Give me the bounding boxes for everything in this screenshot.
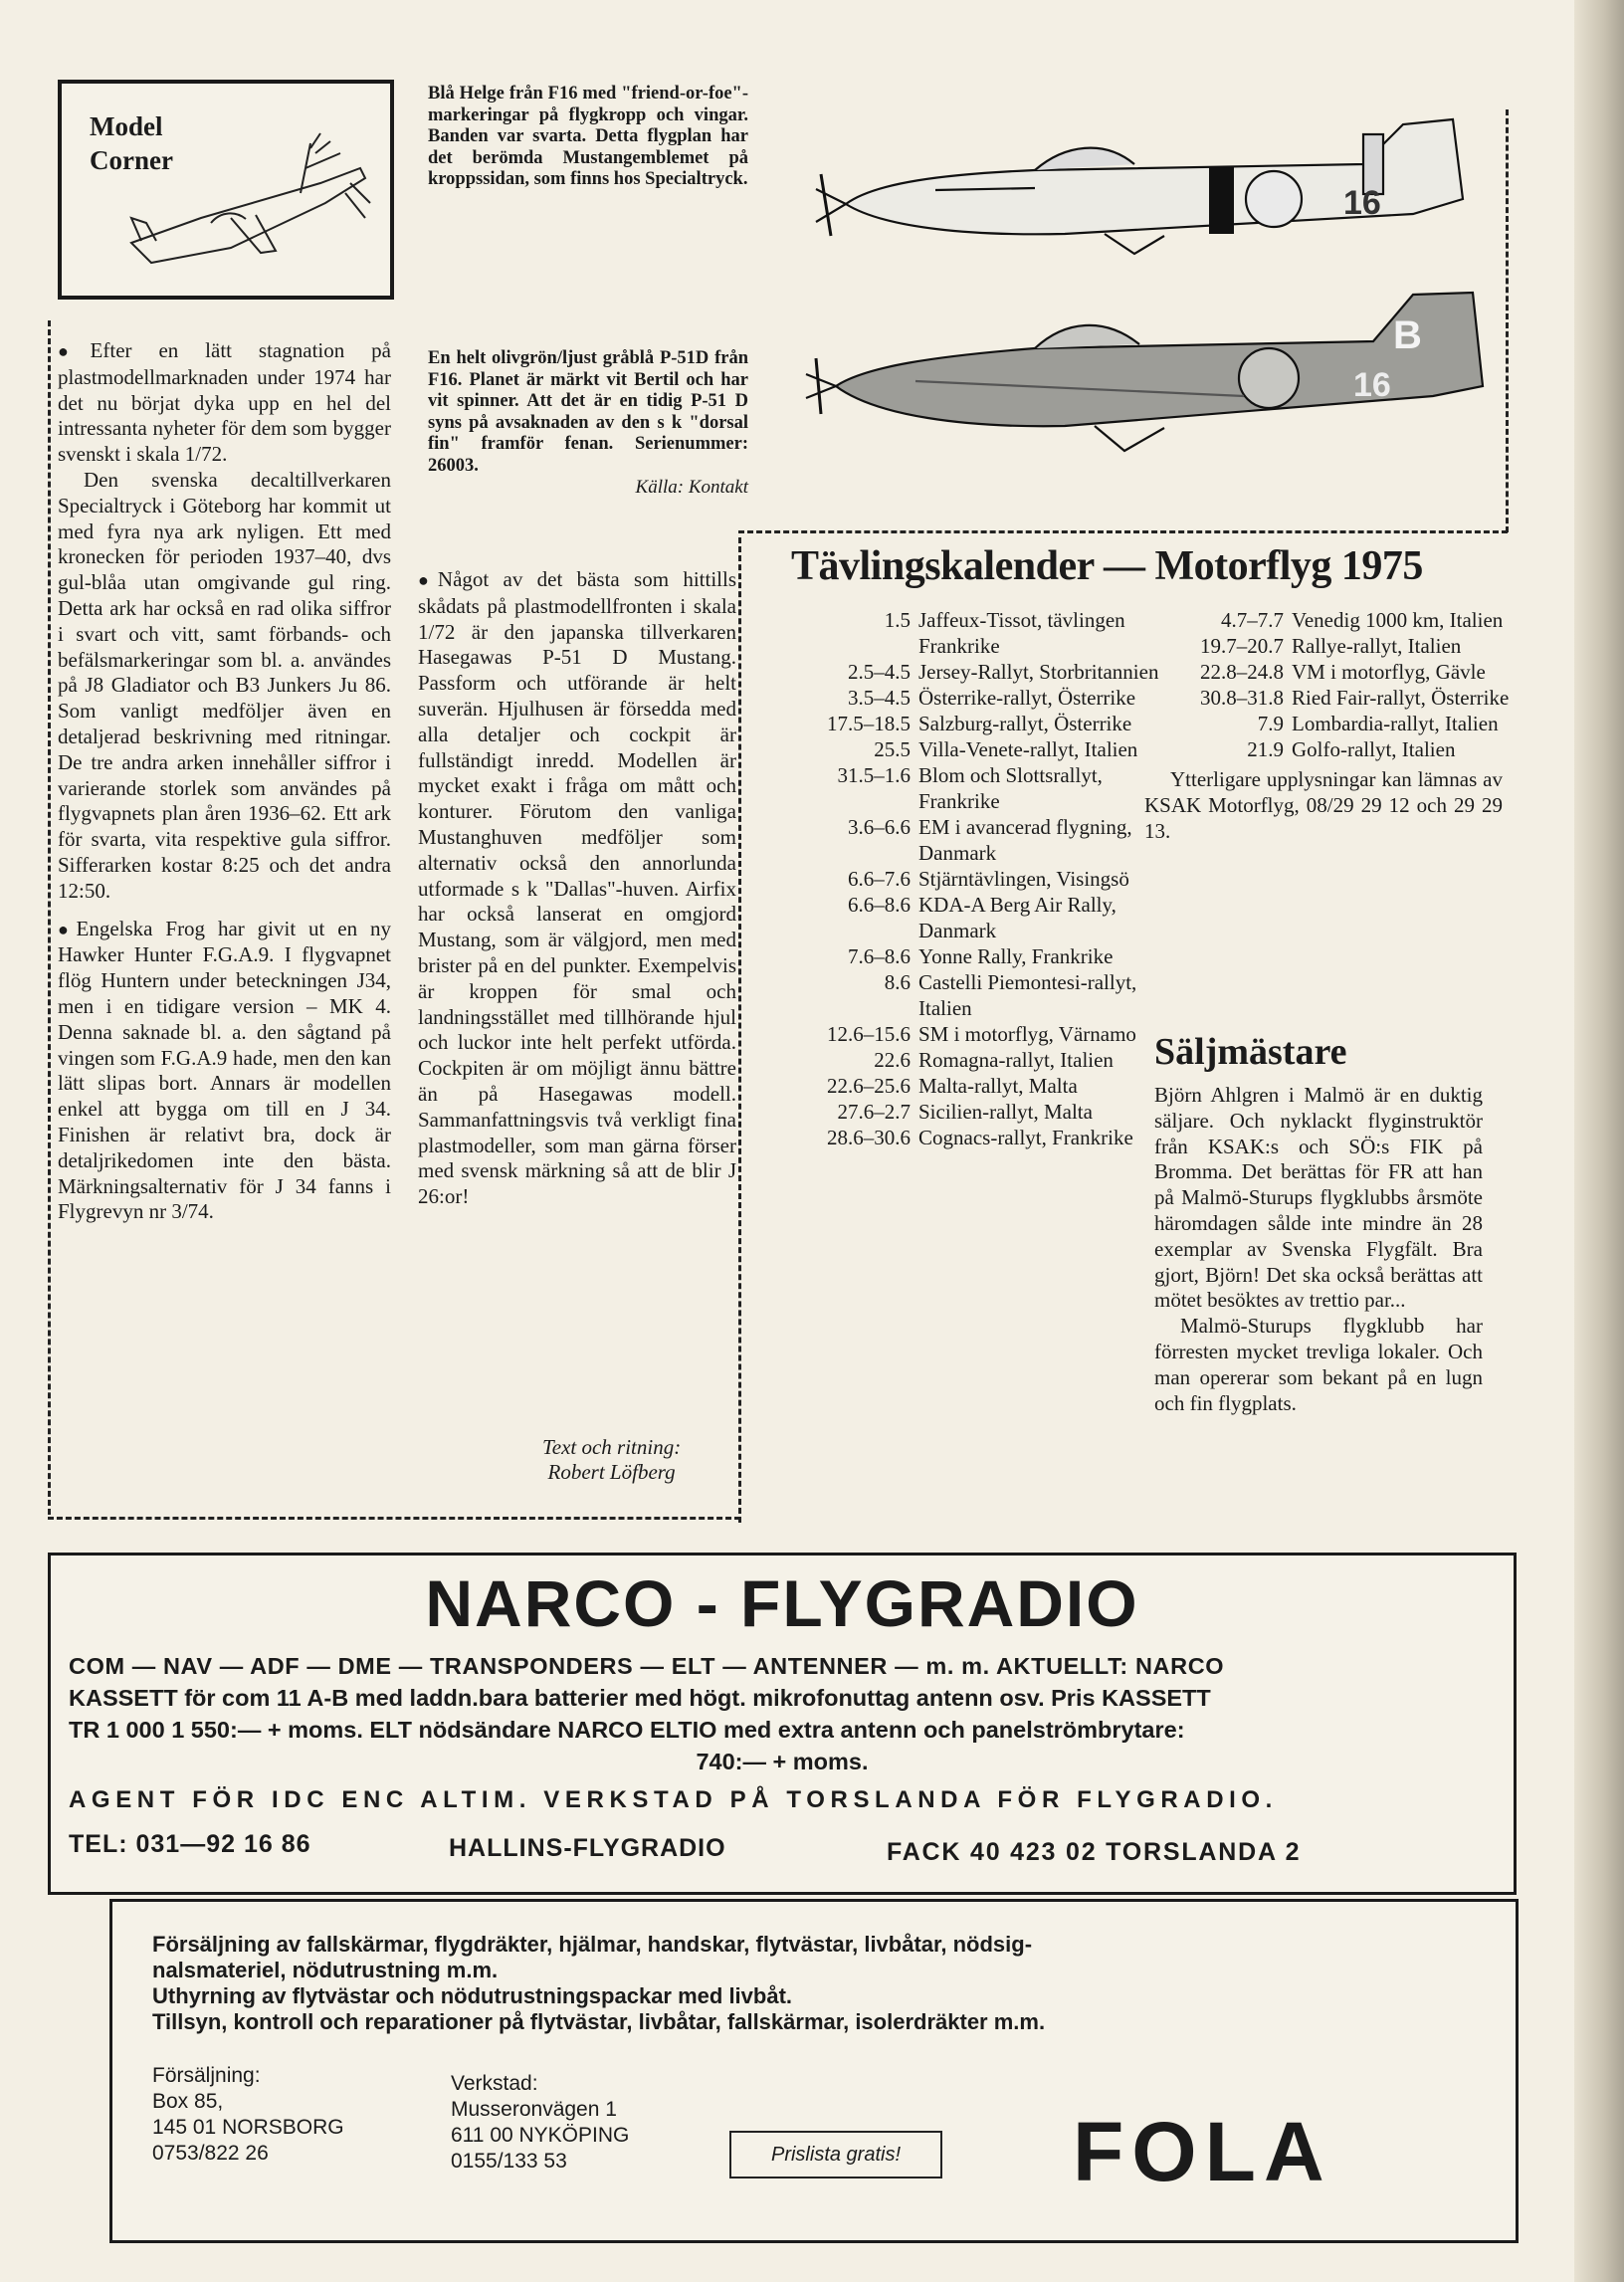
caption-mid: En helt olivgrön/ljust gråblå P-51D från F16. Planet är märkt vit Bertil och har vit spinner. Att det är en tidig P-51 D syns på avsaknaden av den s k "dorsal fin" framför fenan. Serienummer: 26003. Källa: Kontakt <box>428 348 748 498</box>
border-middle-column <box>738 537 741 1523</box>
calendar-entry: 31.5–1.6 Blom och Slottsrallyt, Frankrike <box>837 763 1103 813</box>
calendar-left-list <box>776 607 1174 1150</box>
calendar-entry: 3.5–4.5 Österrike-rallyt, Österrike <box>848 686 1136 710</box>
calendar-entry: 6.6–7.6 Stjärntävlingen, Visingsö <box>848 867 1129 891</box>
left-paragraph-2: Den svenska decaltillverkaren Specialtryck i Göteborg har kommit ut med fyra nya ark nyligen. Ett med kronecken för perioden 1937–40, dvs gul-blåa utan omgivande gul ring. Detta ark har också en rad olika siffror i svart och vitt, samt förbands- och befälsmarkeringar som bl. a. användes på J8 Gladiator och B3 Junkers Ju 86. Som vanligt medföljer även en detaljerad beskrivning med ritningar. De tre andra arken innehåller siffror i varierande storlek som användes på flygvapnets plan åren 1936–62. Ett ark för svarta, vita respektive gula siffror. Sifferarken kostar 8:25 och det andra 12:50. <box>58 467 391 903</box>
border-left-column <box>48 320 51 1515</box>
narco-line-1: COM — NAV — ADF — DME — TRANSPONDERS — ELT — ANTENNER — m. m. AKTUELLT: NARCO <box>69 1653 1225 1679</box>
narco-tel: TEL: 031—92 16 86 <box>69 1830 311 1858</box>
calendar-entry: 17.5–18.5 Salzburg-rallyt, Österrike <box>827 712 1132 735</box>
calendar-title: Tävlingskalender — Motorflyg 1975 <box>791 543 1423 589</box>
fola-line-3: Uthyrning av flytvästar och nödutrustningspackar med livbåt. <box>152 1983 793 2008</box>
calendar-entry: 27.6–2.7 Sicilien-rallyt, Malta <box>837 1100 1093 1124</box>
middle-paragraph: ● Något av det bästa som hittills skådats på plastmodellfronten i skala 1/72 är den japanska tillverkaren Hasegawas P-51 D Mustang. Passform och utförande är helt suverän. Hjulhusen är försedda med alla detaljer och cockpit är fullständigt inredd. Modellen är mycket exakt i fråga om mått och konturer. Förutom den vanliga Mustanghuven medföljer som alternativ också den annorlunda utformade s k "Dallas"-huven. Airfix har också lanserat en omgjord Mustang, som är välgjord, men med brister på en del punkter. Exempelvis är kroppen för smal och landningsstället med tillhörande hjul och luckor inte helt perfekt utförda. Cockpiten är om möjligt ännu bättre än på Hasegawas modell. Sammanfattningsvis två verkligt fina plastmodeller, som man gärna förser med svensk märkning så att de blir J 26:or! <box>418 567 736 1210</box>
fola-ad <box>109 1899 1519 2243</box>
calendar-entry: 8.6 Castelli Piemontesi-rallyt, Italien <box>884 970 1137 1020</box>
fola-line-1: Försäljning av fallskärmar, flygdräkter, hjälmar, handskar, flytvästar, livbåtar, nödsig- <box>152 1932 1033 1957</box>
calendar-right-list <box>1144 607 1513 844</box>
calendar-entry: 4.7–7.7 Venedig 1000 km, Italien <box>1221 608 1504 632</box>
narco-line-3: TR 1 000 1 550:— + moms. ELT nödsändare NARCO ELTIO med extra antenn och panelströmbrytare: <box>69 1717 1185 1743</box>
page-edge <box>1574 0 1624 2282</box>
calendar-entry: 7.9 Lombardia-rallyt, Italien <box>1257 712 1499 735</box>
calendar-entry: 1.5 Jaffeux-Tissot, tävlingen Frankrike <box>884 608 1125 658</box>
calendar-entry: 22.8–24.8 VM i motorflyg, Gävle <box>1200 660 1486 684</box>
left-column <box>58 338 391 1225</box>
caption-source: Källa: Kontakt <box>635 477 748 498</box>
plane2-code: 16 <box>1353 366 1391 404</box>
narco-address: FACK 40 423 02 TORSLANDA 2 <box>887 1838 1302 1866</box>
narco-company: HALLINS-FLYGRADIO <box>449 1834 726 1862</box>
calendar-entry: 22.6 Romagna-rallyt, Italien <box>874 1048 1114 1072</box>
fola-line-4: Tillsyn, kontroll och reparationer på flytvästar, livbåtar, fallskärmar, isolerdräkter m.m. <box>152 2009 1046 2034</box>
calendar-entry: 3.6–6.6 EM i avancerad flygning, Danmark <box>848 815 1132 865</box>
narco-line-4: 740:— + moms. <box>696 1749 869 1774</box>
calendar-entry: 12.6–15.6 SM i motorflyg, Värnamo <box>827 1022 1136 1046</box>
model-corner-title: Model Corner <box>90 111 173 175</box>
calendar-more-info: Ytterligare upplysningar kan lämnas av KSAK Motorflyg, 08/29 29 12 och 29 29 13. <box>1144 767 1503 843</box>
credit: Text och ritning: Robert Löfberg <box>542 1435 682 1484</box>
fola-sales: Försäljning: Box 85, 145 01 NORSBORG 0753/822 26 <box>152 2064 344 2165</box>
calendar-entry: 6.6–8.6 KDA-A Berg Air Rally, Danmark <box>848 893 1116 942</box>
plane2-letter: B <box>1393 313 1422 357</box>
narco-line-2: KASSETT för com 11 A-B med laddn.bara batterier med högt. mikrofonuttag antenn osv. Pris KASSETT <box>69 1685 1211 1711</box>
narco-ad <box>48 1553 1517 1895</box>
narco-title: NARCO - FLYGRADIO <box>425 1566 1139 1640</box>
calendar-entry: 22.6–25.6 Malta-rallyt, Malta <box>827 1074 1078 1098</box>
mustang-sketch-icon <box>111 123 380 283</box>
calendar-entry: 25.5 Villa-Venete-rallyt, Italien <box>874 737 1138 761</box>
mustang-drawing-1 <box>806 104 1522 274</box>
caption-top: Blå Helge från F16 med "friend-or-foe"-markeringar på flygkropp och vingar. Banden var svarta. Detta flygplan har det berömda Mustangemblemet på kroppssidan, som finns hos Specialtryck. <box>428 84 748 189</box>
plane1-code: 16 <box>1343 184 1381 222</box>
calendar-entry: 21.9 Golfo-rallyt, Italien <box>1247 737 1456 761</box>
narco-line-5: AGENT FÖR IDC ENC ALTIM. VERKSTAD PÅ TORSLANDA FÖR FLYGRADIO. <box>69 1786 1278 1813</box>
border-bottom-left <box>48 1517 740 1520</box>
middle-column <box>418 567 736 1210</box>
calendar-entry: 7.6–8.6 Yonne Rally, Frankrike <box>848 944 1114 968</box>
left-paragraph-3: ● Engelska Frog har givit ut en ny Hawker Hunter F.G.A.9. I flygvapnet flög Huntern under beteckningen J34, men i en tidigare version – MK 4. Denna saknade bl. a. den sågtand på vingen som F.G.A.9 hade, men den kan lätt slipas bort. Annars är modellen enkel att bygga om till en J 34. Finishen är relativt bra, dock är detaljrikedomen inte den bästa. Märkningsalternativ för J 34 fanns i Flygrevyn nr 3/74. <box>58 917 391 1226</box>
calendar-entry: 2.5–4.5 Jersey-Rallyt, Storbritannien <box>848 660 1159 684</box>
fola-line-2: nalsmateriel, nödutrustning m.m. <box>152 1958 499 1982</box>
saljmastare-body: Björn Ahlgren i Malmö är en duktig säljare. Och nyklackt flyginstruktör från KSAK:s och SÖ:s FIK på Bromma. Det berättas för FR att han på Malmö-Sturups flygklubbs årsmöte häromdagen sålde inte mindre än 28 exemplar av Svenska Flygfält. Bra gjort, Björn! Det ska också berättas att mötet besöktes av trettio par... Malmö-Sturups flygklubb har förresten mycket trevliga lokaler. Och man opererar som bekant på en lugn och fin flygplats. <box>1154 1083 1483 1415</box>
calendar-entry: 19.7–20.7 Rallye-rallyt, Italien <box>1200 634 1462 658</box>
mustang-drawing-2 <box>796 287 1513 466</box>
left-paragraph-1: ● Efter en lätt stagnation på plastmodellmarknaden under 1974 har det nu börjat dyka upp en hel del intressanta nyheter för dem som bygger svenskt i skala 1/72. <box>58 338 391 468</box>
model-corner-box <box>58 80 394 300</box>
border-calendar-top <box>738 530 1508 533</box>
fola-workshop: Verkstad: Musseronvägen 1 611 00 NYKÖPING 0155/133 53 <box>451 2072 630 2173</box>
saljmastare-title: Säljmästare <box>1154 1031 1347 1073</box>
calendar-entry: 30.8–31.8 Ried Fair-rallyt, Österrike <box>1200 686 1510 710</box>
calendar-entry: 28.6–30.6 Cognacs-rallyt, Frankrike <box>827 1126 1133 1149</box>
fola-pricelist-box: Prislista gratis! <box>729 2131 942 2178</box>
border-drawings-right <box>1506 109 1509 532</box>
fola-logo: FOLA <box>1073 2105 1332 2198</box>
